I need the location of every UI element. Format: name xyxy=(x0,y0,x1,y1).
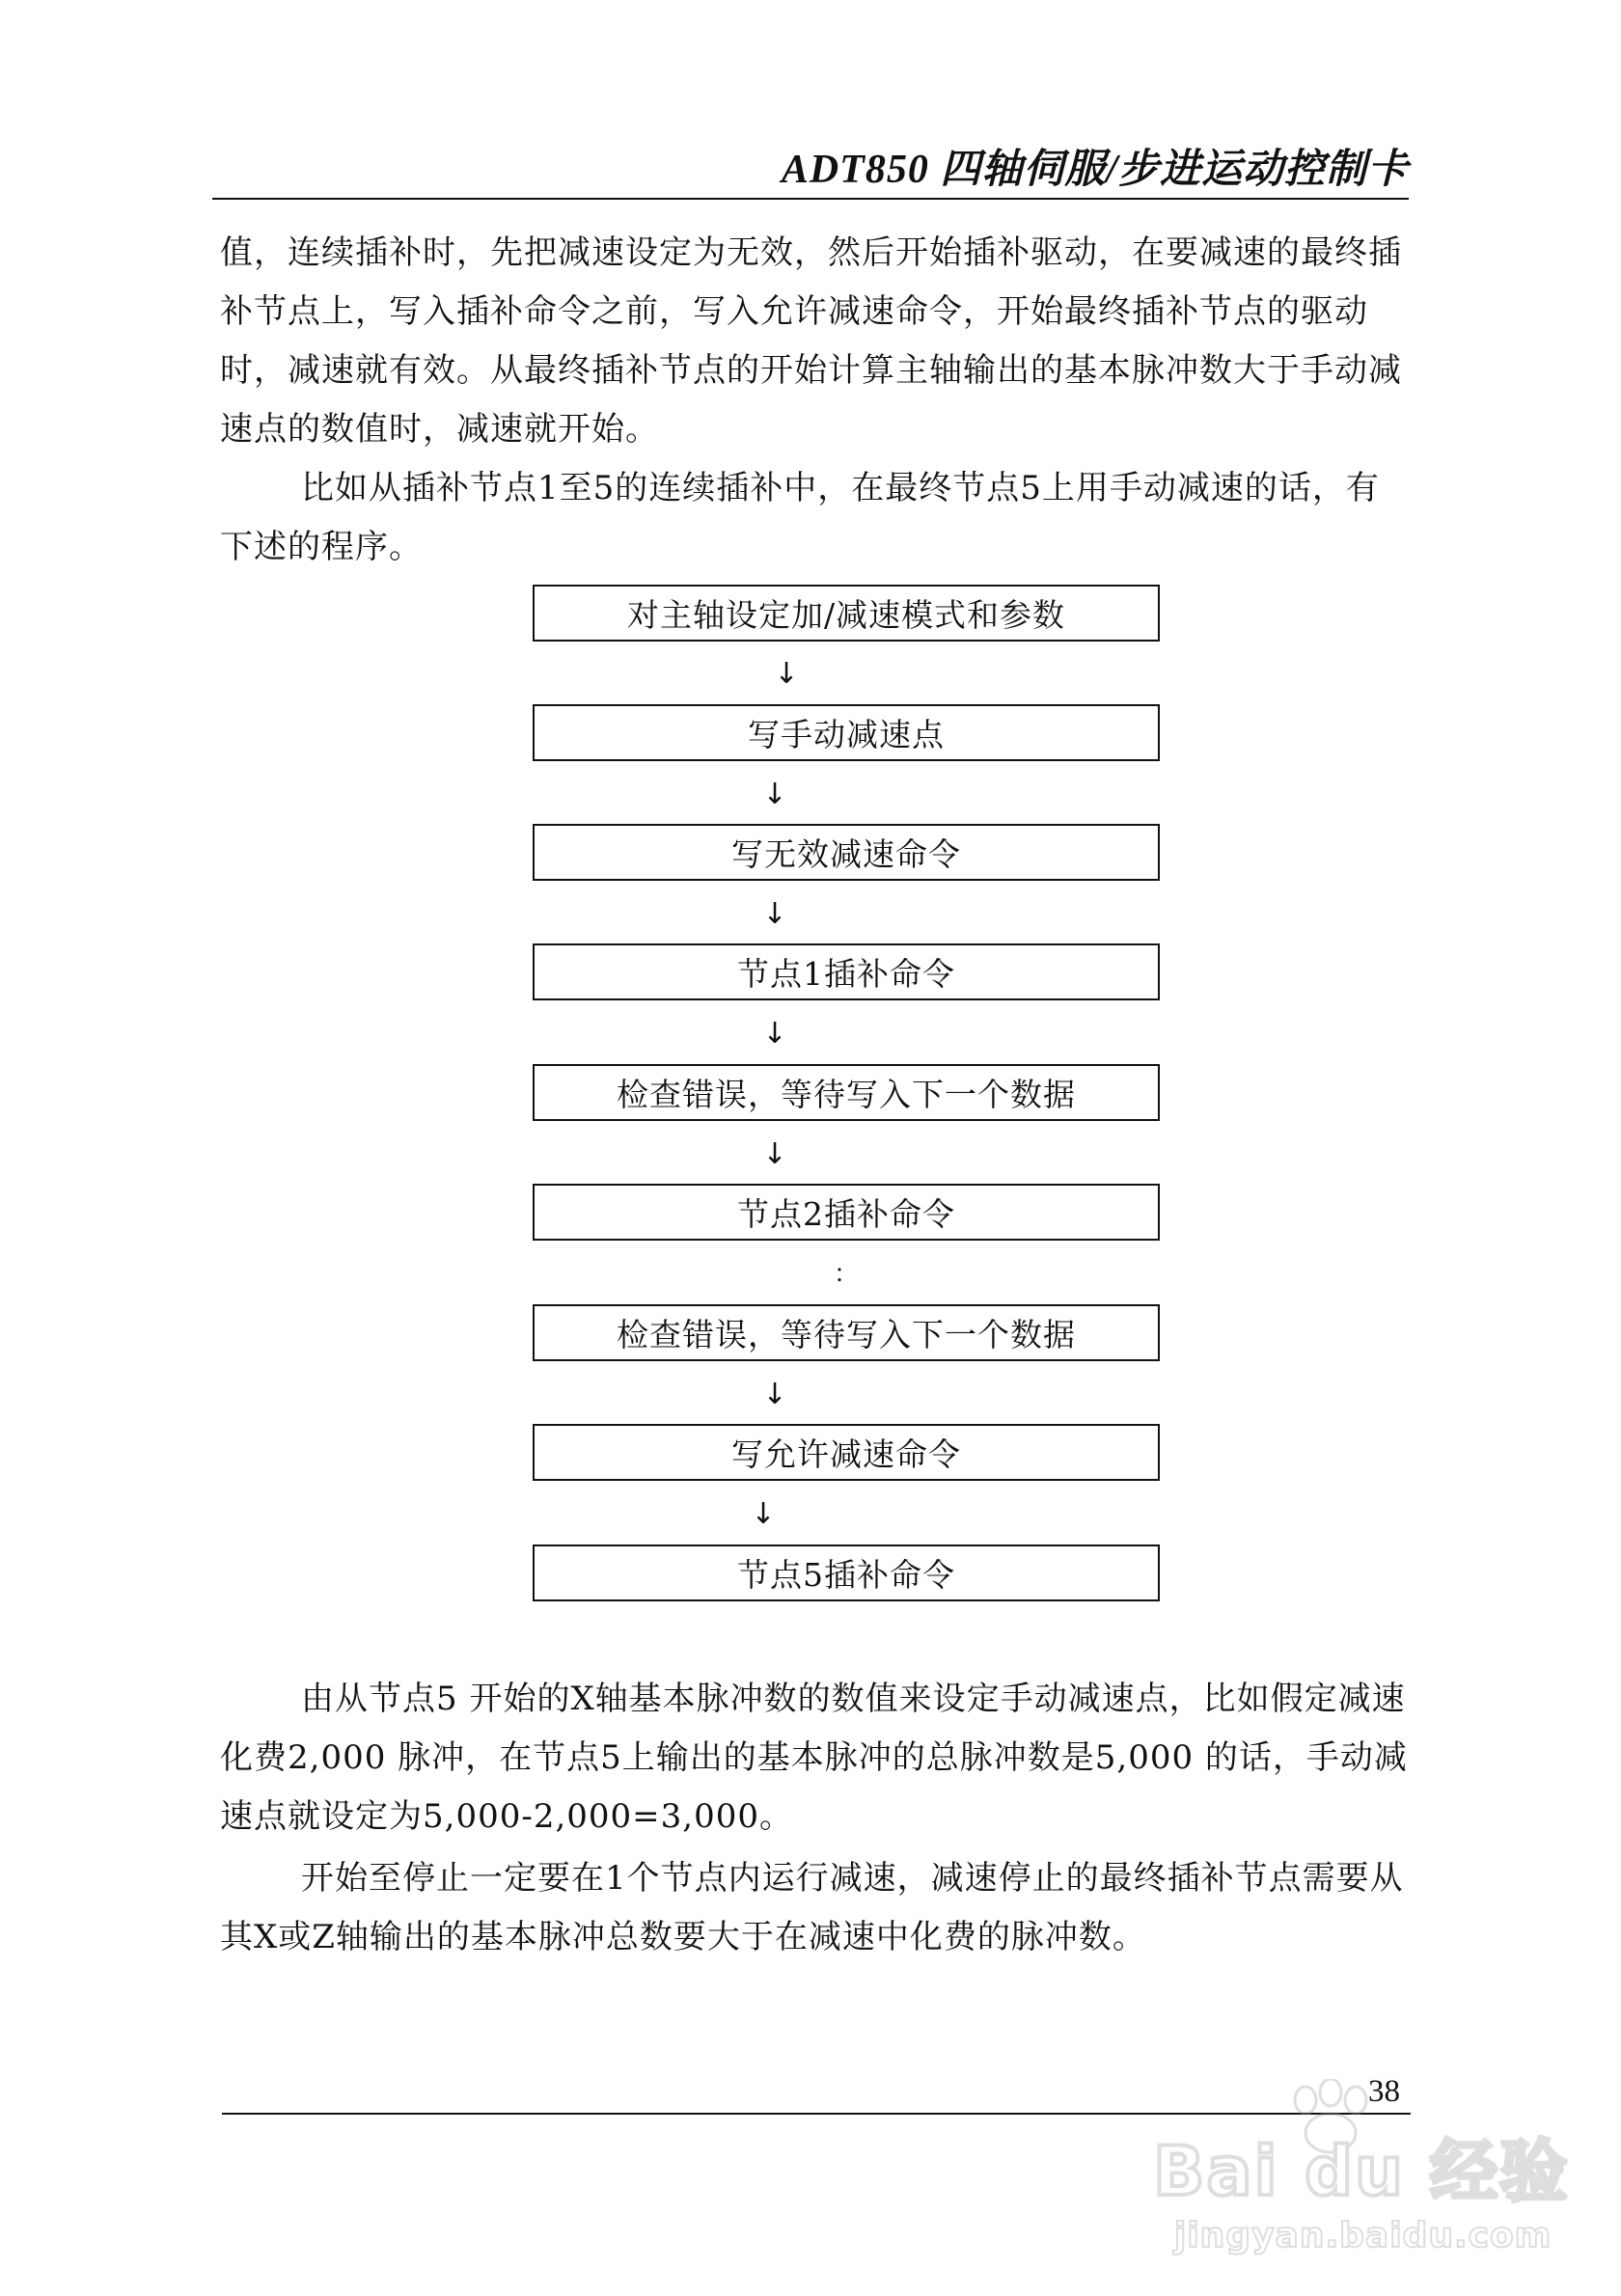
arrow-down-icon: ↓ xyxy=(762,1137,787,1171)
arrow-down-icon: ↓ xyxy=(762,1378,787,1411)
flow-step-3: 写无效减速命令 xyxy=(533,824,1160,881)
arrow-down-icon: ↓ xyxy=(762,897,787,931)
flow-step-8: 写允许减速命令 xyxy=(533,1424,1160,1481)
paragraph-4: 开始至停止一定要在1个节点内运行减速，减速停止的最终插补节点需要从其X或Z轴输出的基本脉冲总数要大于在减速中化费的脉冲数。 xyxy=(220,1859,1404,1956)
ellipsis-icon: ： xyxy=(833,1260,859,1289)
flow-step-1: 对主轴设定加/减速模式和参数 xyxy=(533,585,1160,642)
paragraph-3: 由从节点5 开始的X轴基本脉冲数的数值来设定手动减速点，比如假定减速化费2,000 脉冲，在节点5上输出的基本脉冲的总脉冲数是5,000 的话，手动减速点就设定为5,000-2,000=3,000。 xyxy=(220,1680,1408,1836)
header-title: ADT850 四轴伺服/步进运动控制卡 xyxy=(781,148,1409,192)
baidu-jingyan-watermark xyxy=(1153,2079,1570,2262)
watermark-logo-text: Bai du 经验 xyxy=(1153,2132,1570,2211)
arrow-down-icon: ↓ xyxy=(762,1017,787,1051)
flow-step-7: 检查错误，等待写入下一个数据 xyxy=(533,1304,1160,1361)
paragraph-1: 值，连续插补时，先把减速设定为无效，然后开始插补驱动，在要减速的最终插补节点上，写入插补命令之前，写入允许减速命令，开始最终插补节点的驱动时，减速就有效。从最终插补节点的开始计算主轴输出的基本脉冲数大于手动减速点的数值时，减速就开始。 xyxy=(220,233,1402,449)
arrow-down-icon: ↓ xyxy=(762,778,787,811)
page-number: 38 xyxy=(1368,2074,1400,2109)
flow-step-5: 检查错误，等待写入下一个数据 xyxy=(533,1064,1160,1121)
flow-step-6: 节点2插补命令 xyxy=(533,1184,1160,1241)
flow-step-9: 节点5插补命令 xyxy=(533,1544,1160,1601)
arrow-down-icon: ↓ xyxy=(774,657,799,691)
flow-step-4: 节点1插补命令 xyxy=(533,943,1160,1000)
header-rule xyxy=(212,198,1409,200)
arrow-down-icon: ↓ xyxy=(751,1497,776,1531)
watermark-url: jingyan.baidu.com xyxy=(1174,2216,1552,2255)
paragraph-2: 比如从插补节点1至5的连续插补中，在最终节点5上用手动减速的话，有下述的程序。 xyxy=(220,469,1380,566)
flow-step-2: 写手动减速点 xyxy=(533,704,1160,761)
